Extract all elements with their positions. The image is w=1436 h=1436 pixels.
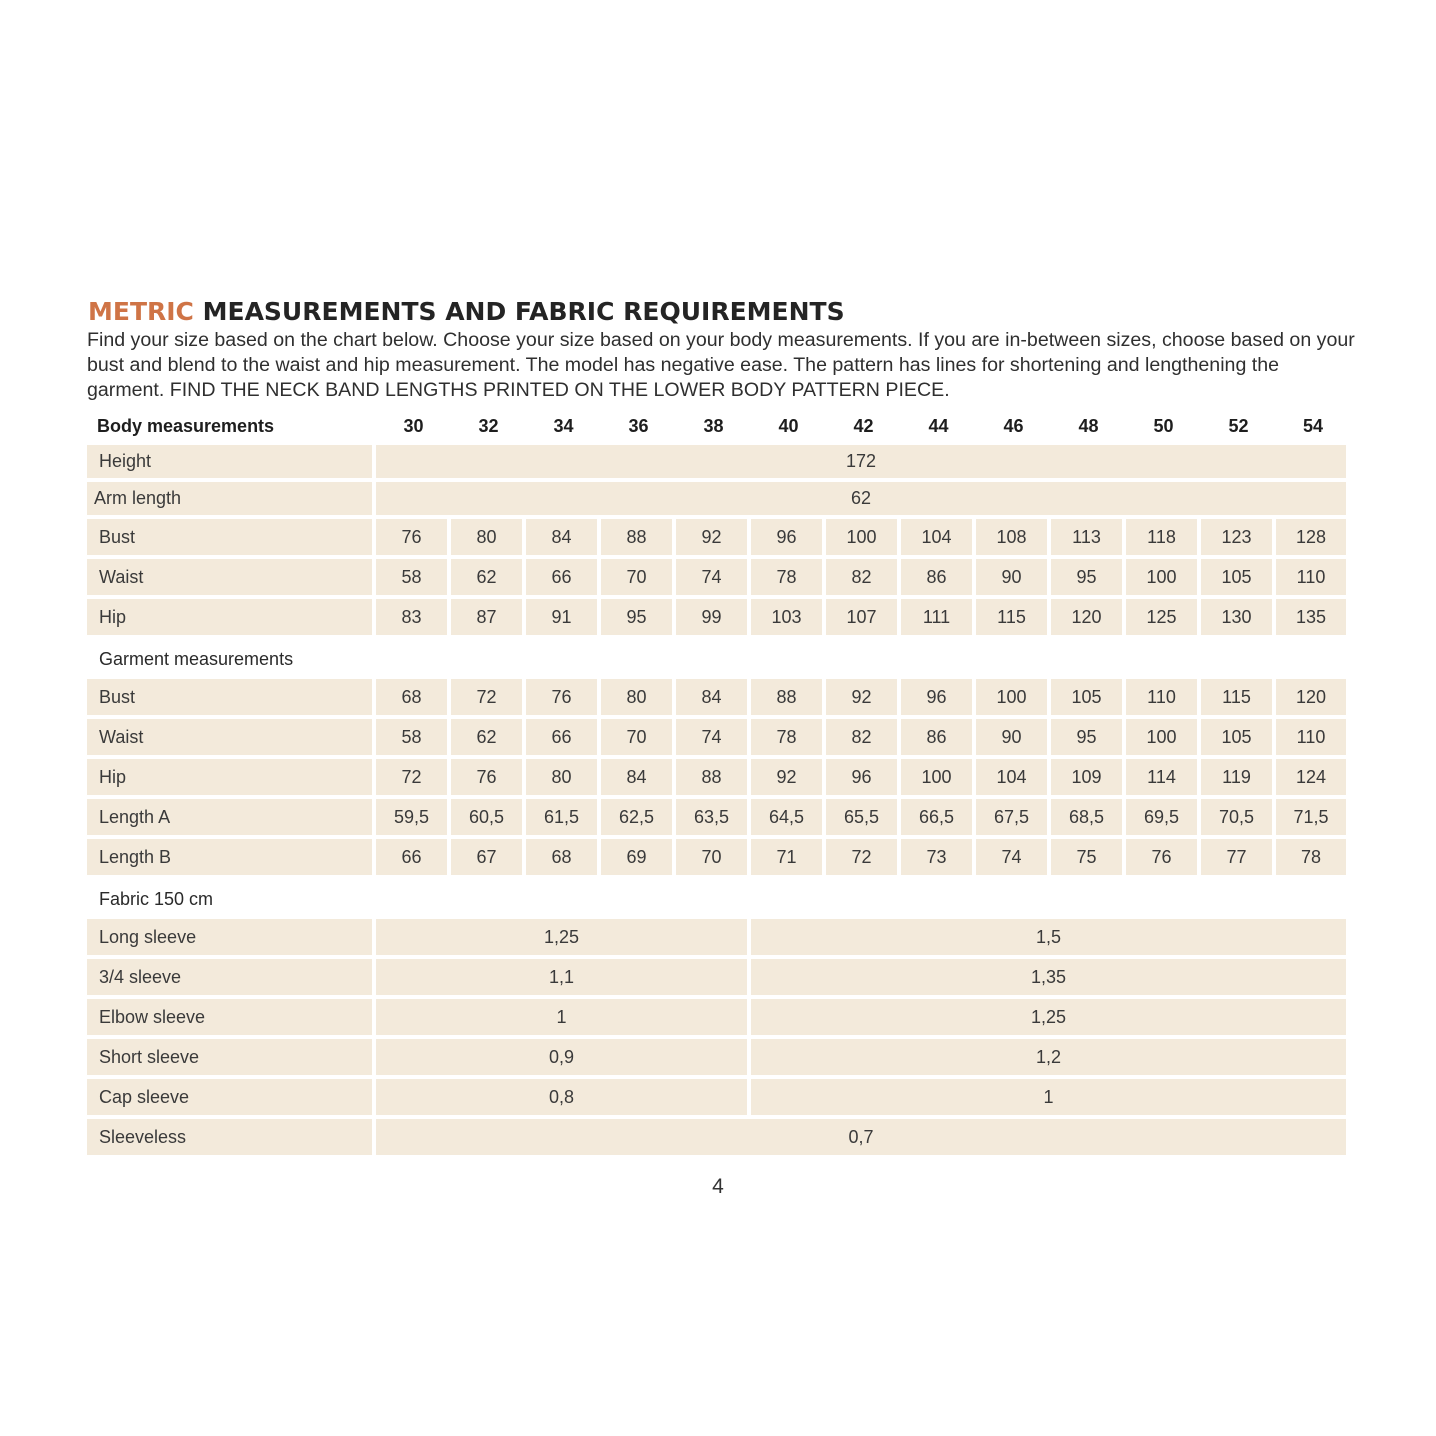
measurement-cell: 62 <box>451 719 526 759</box>
size-chart-body <box>87 408 1350 1159</box>
size-header-cell: 54 <box>1302 416 1324 436</box>
measurement-cell: 130 <box>1201 599 1276 639</box>
size-header-cell: 40 <box>778 416 799 436</box>
row-label: 3/4 sleeve <box>87 959 376 999</box>
size-header-cell: 48 <box>1078 416 1099 436</box>
row-label: Waist <box>87 559 376 599</box>
measurement-cell: 66,5 <box>901 799 976 839</box>
row-label: Length B <box>87 839 376 879</box>
measurement-cell: 71 <box>751 839 826 879</box>
measurement-cell: 115 <box>1201 679 1276 719</box>
measurement-cell: 78 <box>751 719 826 759</box>
measurement-cell: 63,5 <box>676 799 751 839</box>
measurement-cell: 100 <box>976 679 1051 719</box>
fabric-small-sizes-value: 0,8 <box>376 1079 751 1119</box>
measurement-cell: 80 <box>526 759 601 799</box>
measurement-cell: 78 <box>751 559 826 599</box>
measurement-cell: 70 <box>601 559 676 599</box>
garment-row <box>87 679 1350 719</box>
measurement-cell: 119 <box>1201 759 1276 799</box>
fabric-large-sizes-value: 1,25 <box>751 999 1350 1039</box>
measurement-cell: 135 <box>1276 599 1350 639</box>
fabric-row <box>87 919 1350 959</box>
measurement-cell: 96 <box>901 679 976 719</box>
measurement-cell: 88 <box>676 759 751 799</box>
row-label: Length A <box>87 799 376 839</box>
measurement-cell: 105 <box>1201 559 1276 599</box>
measurement-cell: 62 <box>451 559 526 599</box>
measurement-cell: 68,5 <box>1051 799 1126 839</box>
measurement-cell: 69,5 <box>1126 799 1201 839</box>
page-title <box>88 296 845 328</box>
measurement-cell: 95 <box>1051 559 1126 599</box>
measurement-cell: 124 <box>1276 759 1350 799</box>
arm-length-row <box>87 482 1350 519</box>
row-label: Cap sleeve <box>87 1079 376 1119</box>
measurement-cell: 90 <box>976 719 1051 759</box>
size-header-cell: 44 <box>928 416 949 436</box>
measurement-cell: 58 <box>376 559 451 599</box>
fabric-small-sizes-value: 1,1 <box>376 959 751 999</box>
body-row <box>87 599 1350 639</box>
measurement-cell: 66 <box>526 719 601 759</box>
size-header-cell: 52 <box>1228 416 1249 436</box>
size-header-cell: 34 <box>553 416 574 436</box>
row-label: Short sleeve <box>87 1039 376 1079</box>
measurement-cell: 86 <box>901 719 976 759</box>
measurement-cell: 65,5 <box>826 799 901 839</box>
garment-row <box>87 719 1350 759</box>
garment-measurements-section <box>87 639 1350 679</box>
measurement-cell: 115 <box>976 599 1051 639</box>
row-label: Bust <box>87 519 376 559</box>
fabric-heading: Fabric 150 cm <box>99 888 214 909</box>
intro-text: Find your size based on the chart below. Choose your size based on your body measurements. If you are in-between sizes, choose based on your bust and blend to the waist and hip measurement. The model has negative ease. The pattern has lines for shortening and lengthening the garment. FIND THE NECK BAND LENGTHS PRINTED ON THE LOWER BODY PATTERN PIECE. <box>87 329 1355 401</box>
fabric-large-sizes-value: 1,5 <box>751 919 1350 959</box>
measurement-cell: 88 <box>601 519 676 559</box>
measurement-cell: 80 <box>601 679 676 719</box>
measurement-cell: 82 <box>826 719 901 759</box>
measurement-cell: 66 <box>376 839 451 879</box>
measurement-cell: 73 <box>901 839 976 879</box>
garment-measurements-heading: Garment measurements <box>99 648 294 669</box>
measurement-cell: 76 <box>376 519 451 559</box>
measurement-cell: 120 <box>1051 599 1126 639</box>
size-header-cell: 30 <box>403 416 424 436</box>
measurement-cell: 70 <box>676 839 751 879</box>
measurement-cell: 96 <box>751 519 826 559</box>
garment-row <box>87 799 1350 839</box>
measurement-cell: 83 <box>376 599 451 639</box>
body-row <box>87 559 1350 599</box>
measurement-cell: 74 <box>676 559 751 599</box>
garment-row <box>87 839 1350 879</box>
measurement-cell: 61,5 <box>526 799 601 839</box>
measurement-cell: 103 <box>751 599 826 639</box>
sleeveless-row <box>87 1119 1350 1159</box>
measurement-cell: 118 <box>1126 519 1201 559</box>
measurement-cell: 77 <box>1201 839 1276 879</box>
measurement-cell: 105 <box>1201 719 1276 759</box>
measurement-cell: 84 <box>526 519 601 559</box>
measurement-cell: 95 <box>1051 719 1126 759</box>
measurement-cell: 74 <box>676 719 751 759</box>
measurement-cell: 104 <box>976 759 1051 799</box>
measurement-cell: 76 <box>451 759 526 799</box>
size-header-cell: 50 <box>1153 416 1174 436</box>
measurement-cell: 84 <box>601 759 676 799</box>
measurement-cell: 58 <box>376 719 451 759</box>
measurement-cell: 110 <box>1276 719 1350 759</box>
measurement-cell: 128 <box>1276 519 1350 559</box>
row-label: Sleeveless <box>87 1119 376 1159</box>
measurement-cell: 120 <box>1276 679 1350 719</box>
fabric-large-sizes-value: 1,35 <box>751 959 1350 999</box>
measurement-cell: 100 <box>901 759 976 799</box>
measurement-cell: 100 <box>1126 719 1201 759</box>
measurement-cell: 72 <box>826 839 901 879</box>
measurement-cell: 67 <box>451 839 526 879</box>
measurement-cell: 96 <box>826 759 901 799</box>
measurement-cell: 86 <box>901 559 976 599</box>
garment-row <box>87 759 1350 799</box>
row-label: Height <box>87 445 376 482</box>
size-header-cell: 42 <box>853 416 874 436</box>
measurement-cell: 66 <box>526 559 601 599</box>
row-label: Hip <box>87 759 376 799</box>
measurement-cell: 59,5 <box>376 799 451 839</box>
fabric-large-sizes-value: 1,2 <box>751 1039 1350 1079</box>
body-measurements-heading: Body measurements <box>87 408 376 445</box>
measurement-cell: 110 <box>1126 679 1201 719</box>
measurement-cell: 100 <box>826 519 901 559</box>
size-header-cell: 32 <box>478 416 499 436</box>
measurement-cell: 67,5 <box>976 799 1051 839</box>
page-number: 4 <box>712 1175 724 1198</box>
measurement-cell: 125 <box>1126 599 1201 639</box>
measurement-cell: 80 <box>451 519 526 559</box>
fabric-section <box>87 879 1350 919</box>
measurement-cell: 100 <box>1126 559 1201 599</box>
fabric-small-sizes-value: 0,9 <box>376 1039 751 1079</box>
body-row <box>87 519 1350 559</box>
measurement-cell: 99 <box>676 599 751 639</box>
row-label: Hip <box>87 599 376 639</box>
measurement-cell: 84 <box>676 679 751 719</box>
fabric-row <box>87 959 1350 999</box>
size-header-row <box>87 408 1350 445</box>
measurement-cell: 92 <box>676 519 751 559</box>
measurement-cell: 108 <box>976 519 1051 559</box>
measurement-cell: 62,5 <box>601 799 676 839</box>
size-chart-table <box>87 408 1350 1159</box>
measurement-cell: 75 <box>1051 839 1126 879</box>
measurement-cell: 92 <box>751 759 826 799</box>
measurement-cell: 72 <box>376 759 451 799</box>
measurement-cell: 110 <box>1276 559 1350 599</box>
measurement-cell: 88 <box>751 679 826 719</box>
fabric-small-sizes-value: 1,25 <box>376 919 751 959</box>
measurement-cell: 87 <box>451 599 526 639</box>
measurement-cell: 92 <box>826 679 901 719</box>
measurement-cell: 91 <box>526 599 601 639</box>
fabric-row <box>87 1079 1350 1119</box>
row-label: Waist <box>87 719 376 759</box>
size-header-cell: 38 <box>703 416 724 436</box>
fabric-row <box>87 999 1350 1039</box>
measurement-cell: 109 <box>1051 759 1126 799</box>
arm-length-value: 62 <box>376 482 1350 519</box>
measurement-cell: 78 <box>1276 839 1350 879</box>
measurement-cell: 64,5 <box>751 799 826 839</box>
measurement-cell: 71,5 <box>1276 799 1350 839</box>
measurement-cell: 82 <box>826 559 901 599</box>
fabric-small-sizes-value: 1 <box>376 999 751 1039</box>
measurement-cell: 113 <box>1051 519 1126 559</box>
title-rest: MEASUREMENTS AND FABRIC REQUIREMENTS <box>193 297 845 326</box>
measurement-cell: 114 <box>1126 759 1201 799</box>
measurement-cell: 76 <box>1126 839 1201 879</box>
measurement-cell: 107 <box>826 599 901 639</box>
measurement-cell: 90 <box>976 559 1051 599</box>
measurement-cell: 69 <box>601 839 676 879</box>
measurement-cell: 95 <box>601 599 676 639</box>
height-value: 172 <box>376 445 1350 482</box>
height-row <box>87 445 1350 482</box>
measurement-cell: 60,5 <box>451 799 526 839</box>
measurement-cell: 111 <box>901 599 976 639</box>
title-accent: METRIC <box>88 297 194 326</box>
size-header-cell: 46 <box>1003 416 1024 436</box>
measurement-cell: 104 <box>901 519 976 559</box>
fabric-large-sizes-value: 1 <box>751 1079 1350 1119</box>
measurement-cell: 68 <box>526 839 601 879</box>
row-label: Long sleeve <box>87 919 376 959</box>
measurement-cell: 76 <box>526 679 601 719</box>
row-label: Elbow sleeve <box>87 999 376 1039</box>
size-header-cell: 36 <box>628 416 649 436</box>
measurement-cell: 105 <box>1051 679 1126 719</box>
measurement-cell: 70,5 <box>1201 799 1276 839</box>
measurement-cell: 68 <box>376 679 451 719</box>
measurement-cell: 72 <box>451 679 526 719</box>
measurement-cell: 70 <box>601 719 676 759</box>
fabric-row <box>87 1039 1350 1079</box>
sleeveless-value: 0,7 <box>376 1119 1350 1159</box>
row-label: Arm length <box>87 482 376 519</box>
row-label: Bust <box>87 679 376 719</box>
measurement-cell: 123 <box>1201 519 1276 559</box>
measurement-cell: 74 <box>976 839 1051 879</box>
